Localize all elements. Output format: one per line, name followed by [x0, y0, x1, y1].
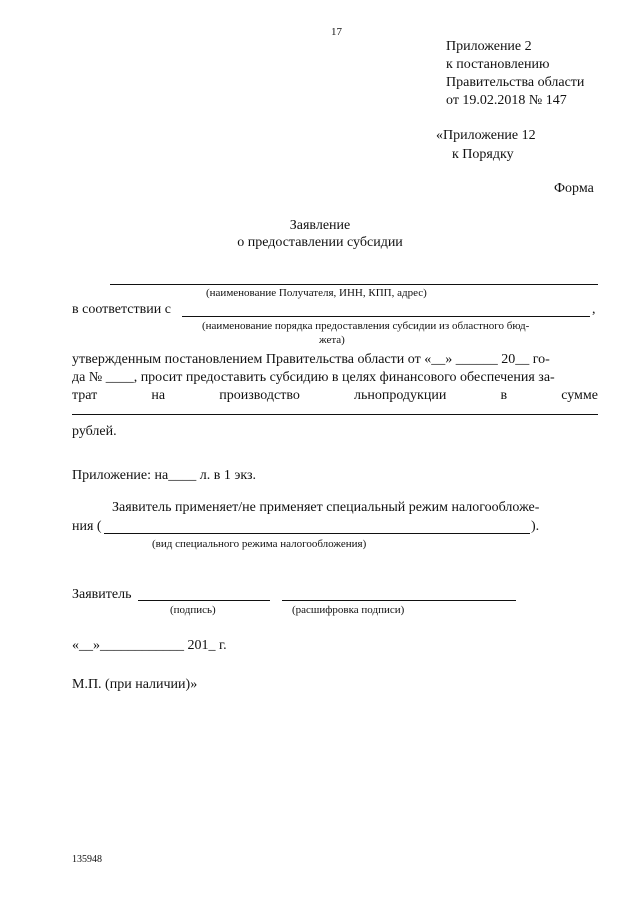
year-line: да № ____, просит предоставить субсидию в целях финансового обеспечения за-: [72, 370, 555, 385]
appendix12-line: «Приложение 12: [436, 128, 536, 143]
page-number: 17: [331, 26, 342, 38]
signature-hint: (подпись): [170, 604, 216, 616]
tax-regime-line: Заявитель применяет/не применяет специальный режим налогообложе-: [112, 500, 540, 515]
date-line: «__»____________ 201_ г.: [72, 638, 227, 653]
appendix-line: от 19.02.2018 № 147: [446, 93, 567, 108]
form-label: Форма: [554, 181, 594, 196]
costs-word: в: [500, 388, 508, 403]
costs-word: на: [151, 388, 166, 403]
amount-input-line: [72, 414, 598, 415]
tax-regime-input-line: [104, 533, 530, 534]
document-code: 135948: [72, 854, 102, 865]
costs-word: трат: [72, 388, 98, 403]
document-title: Заявление: [289, 218, 351, 233]
tax-regime-hint: (вид специального режима налогообложения): [152, 538, 367, 550]
decode-hint: (расшифровка подписи): [292, 604, 405, 616]
document-subtitle: о предоставлении субсидии: [237, 235, 403, 250]
decode-input-line: [282, 600, 516, 601]
appendix-line: к постановлению: [446, 57, 550, 72]
attachment-line: Приложение: на____ л. в 1 экз.: [72, 468, 256, 483]
appendix12-line: к Порядку: [452, 147, 514, 162]
signature-input-line: [138, 600, 270, 601]
stamp-line: М.П. (при наличии)»: [72, 677, 198, 692]
according-prefix: в соответствии с: [72, 302, 171, 317]
procedure-input-line: [182, 316, 590, 317]
costs-word: производство: [219, 388, 300, 403]
procedure-hint-cont: жета): [319, 334, 345, 346]
costs-line: [72, 387, 598, 404]
tax-regime-suffix: ).: [531, 519, 540, 534]
costs-word: сумме: [561, 388, 598, 403]
procedure-hint: (наименование порядка предоставления субсидии из областного бюд-: [202, 320, 530, 332]
rubles-text: рублей.: [72, 424, 117, 439]
recipient-input-line: [110, 284, 598, 285]
applicant-label: Заявитель: [72, 587, 132, 602]
appendix-line: Приложение 2: [446, 39, 532, 54]
tax-regime-prefix: ния (: [72, 519, 102, 534]
recipient-hint: (наименование Получателя, ИНН, КПП, адрес): [206, 287, 427, 299]
appendix-line: Правительства области: [446, 75, 585, 90]
according-comma: ,: [592, 302, 596, 317]
costs-word: льнопродукции: [353, 388, 447, 403]
approved-line: утвержденным постановлением Правительства области от «__» ______ 20__ го-: [72, 352, 550, 367]
